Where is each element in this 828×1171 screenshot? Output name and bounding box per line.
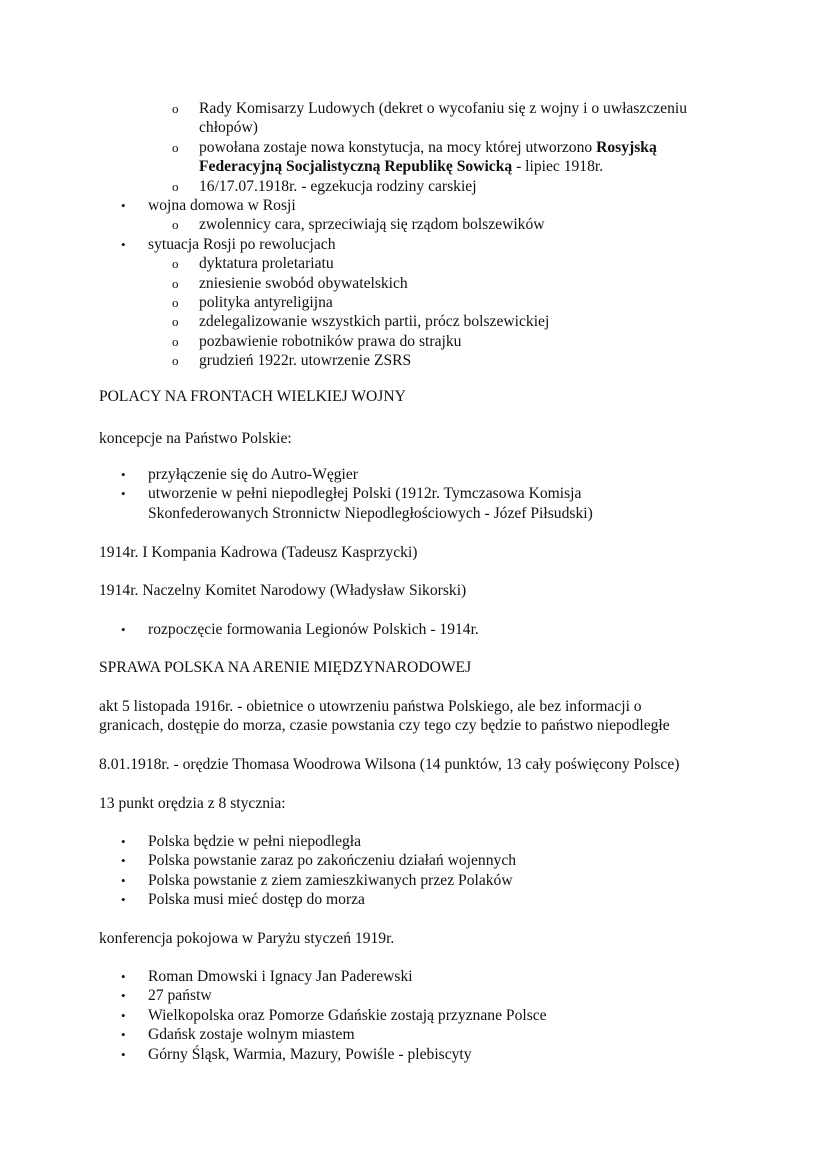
circle-marker: o [172, 256, 179, 272]
bullet-marker: • [121, 198, 126, 214]
paragraph: 1914r. Naczelny Komitet Narodowy (Władysław Sikorski) [99, 582, 467, 599]
list-item: • Roman Dmowski i Ignacy Jan Paderewski [121, 968, 413, 985]
list-item: • wojna domowa w Rosji [121, 197, 296, 215]
list-item: o dyktatura proletariatu [172, 255, 334, 273]
circle-marker: o [172, 217, 179, 233]
list-item: o pozbawienie robotników prawa do strajku [172, 332, 462, 350]
bullet-marker: • [121, 892, 126, 908]
paragraph: 13 punkt orędzia z 8 stycznia: [99, 795, 286, 812]
list-item: • sytuacja Rosji po rewolucjach [121, 235, 336, 253]
list-item: o zdelegalizowanie wszystkich partii, prócz bolszewickiej [172, 313, 550, 331]
bullet-marker: • [121, 622, 126, 637]
bullet-marker: • [121, 834, 126, 849]
list-item: • utworzenie w pełni niepodległej Polski (1912r. Tymczasowa Komisja Skonfederowanych Stronnictw Niepodległościowych - Józef Piłsudski) [121, 485, 593, 522]
list-item: • przyłączenie się do Autro-Węgier [121, 466, 358, 483]
list-item: • Górny Śląsk, Warmia, Mazury, Powiśle - plebiscyty [121, 1045, 472, 1063]
bullet-marker: • [121, 486, 126, 502]
circle-marker: o [172, 314, 179, 330]
circle-marker: o [172, 353, 179, 369]
section-heading: POLACY NA FRONTACH WIELKIEJ WOJNY [99, 388, 406, 405]
bullet-marker: • [121, 872, 126, 888]
circle-marker: o [172, 295, 179, 311]
bullet-marker: • [121, 467, 126, 482]
concepts-list [0, 465, 828, 523]
bullet-marker: • [121, 1046, 126, 1062]
list-item: • Polska będzie w pełni niepodległa [121, 833, 362, 850]
list-item: • Wielkopolska oraz Pomorze Gdańskie zostają przyznane Polsce [121, 1006, 547, 1024]
paragraph: 8.01.1918r. - orędzie Thomasa Woodrowa Wilsona (14 punktów, 13 cały poświęcony Polsce) [99, 756, 680, 773]
bullet-marker: • [121, 236, 126, 252]
legiony-list [0, 620, 828, 639]
bullet-marker: • [121, 853, 126, 869]
punkt13-list [0, 832, 828, 910]
list-item: o 16/17.07.1918r. - egzekucja rodziny carskiej [172, 177, 477, 195]
list-item: • Polska musi mieć dostęp do morza [121, 891, 365, 909]
list-item: • 27 państw [121, 987, 212, 1005]
paryz-list [0, 967, 828, 1064]
bullet-marker: • [121, 1027, 126, 1043]
paragraph: konferencja pokojowa w Paryżu styczeń 1919r. [99, 930, 395, 947]
circle-marker: o [172, 139, 179, 155]
list-item: o powołana zostaje nowa konstytucja, na mocy której utworzono Rosyjską Federacyjną Socjalistyczną Republikę Sowicką - lipiec 1918r. [172, 138, 657, 176]
list-item: o zwolennicy cara, sprzeciwiają się rządom bolszewików [172, 216, 545, 234]
list-item: o zniesienie swobód obywatelskich [172, 274, 408, 292]
list-item: • Polska powstanie zaraz po zakończeniu działań wojennych [121, 852, 517, 870]
paragraph: akt 5 listopada 1916r. - obietnice o utowrzeniu państwa Polskiego, ale bez informacji o granicach, dostępie do morza, czasie powstania czy tego czy będzie to państwo niepodległe [99, 698, 670, 735]
bullet-marker: • [121, 969, 126, 984]
bullet-marker: • [121, 1007, 126, 1023]
list-item: o polityka antyreligijna [172, 294, 333, 312]
circle-marker: o [172, 333, 179, 349]
section-heading: SPRAWA POLSKA NA ARENIE MIĘDZYNARODOWEJ [99, 659, 472, 676]
list-item: o Rady Komisarzy Ludowych (dekret o wycofaniu się z wojny i o uwłaszczeniu chłopów) [172, 100, 688, 137]
circle-marker: o [172, 101, 179, 116]
top-list [0, 99, 828, 371]
paragraph: koncepcje na Państwo Polskie: [99, 430, 292, 447]
list-item: • Polska powstanie z ziem zamieszkiwanych przez Polaków [121, 871, 513, 889]
paragraph: 1914r. I Kompania Kadrowa (Tadeusz Kasprzycki) [99, 544, 418, 561]
list-item: • Gdańsk zostaje wolnym miastem [121, 1026, 355, 1044]
list-item: o grudzień 1922r. utowrzenie ZSRS [172, 352, 412, 370]
circle-marker: o [172, 275, 179, 291]
circle-marker: o [172, 178, 179, 194]
bullet-marker: • [121, 988, 126, 1004]
list-item: • rozpoczęcie formowania Legionów Polskich - 1914r. [121, 621, 479, 638]
